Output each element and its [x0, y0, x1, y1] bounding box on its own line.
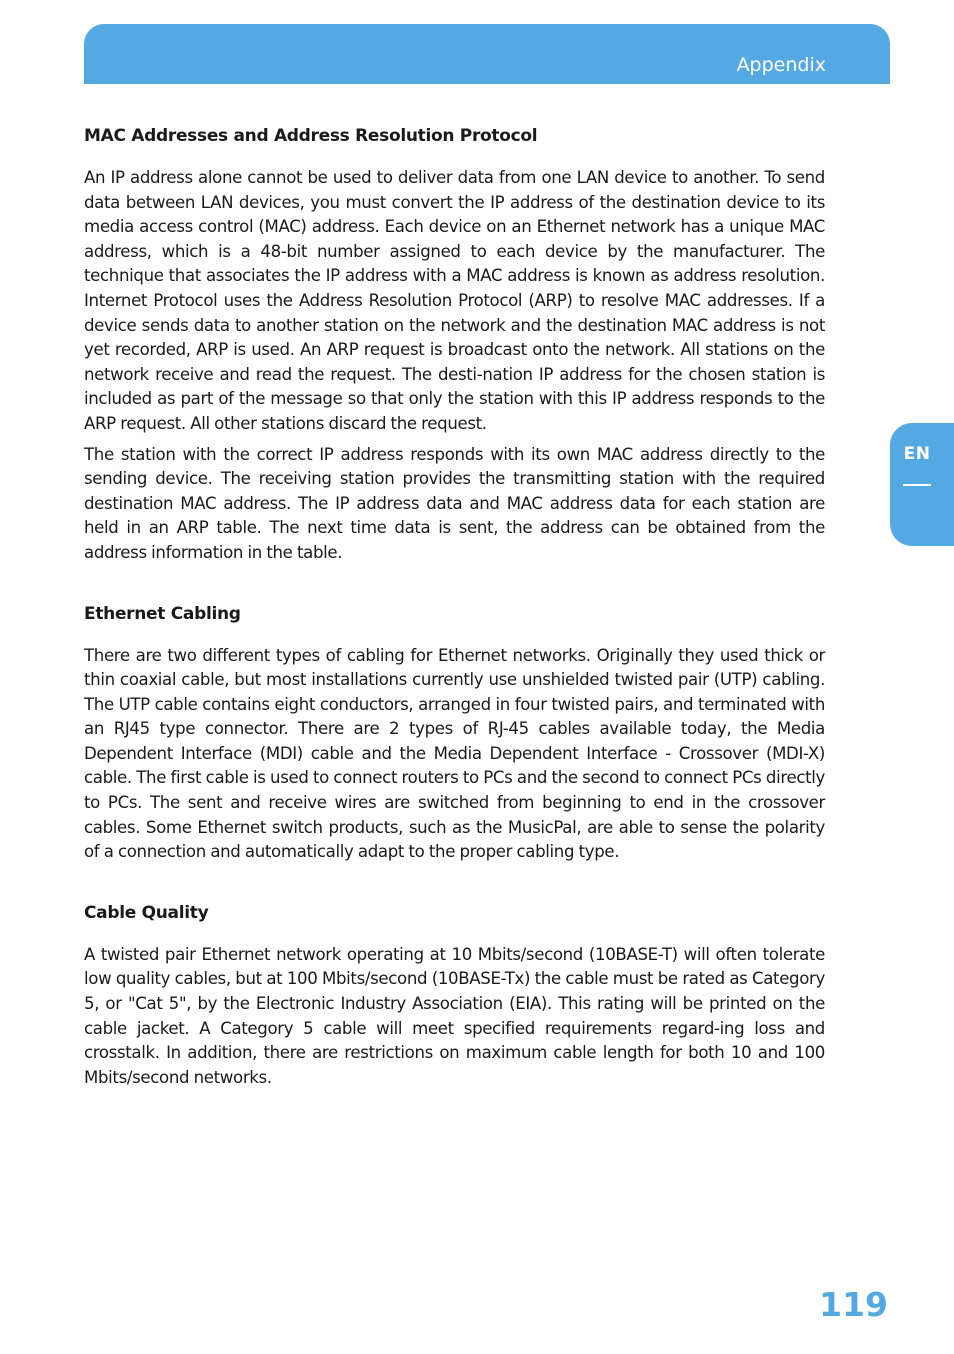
section-cable-quality: [84, 901, 825, 1091]
paragraph: An IP address alone cannot be used to deliver data from one LAN device to another. To send data between LAN devices, you must convert the IP address of the destination device to its media access control (MAC) address. Each device on an Ethernet network has a unique MAC address, which is a 48-bit number assigned to each device by the manufacturer. The technique that associates the IP address with a MAC address is known as address resolution. Internet Protocol uses the Address Resolution Protocol (ARP) to resolve MAC addresses. If a device sends data to another station on the network and the destination MAC address is not yet recorded, ARP is used. An ARP request is broadcast onto the network. All stations on the network receive and read the request. The desti-nation IP address for the chosen station is included as part of the message so that only the station with this IP address responds to the ARP request. All other stations discard the request.: [84, 168, 825, 433]
section-heading: Ethernet Cabling: [84, 603, 241, 624]
page-content: [84, 124, 825, 1126]
header-bar: [84, 24, 890, 84]
paragraph: There are two different types of cabling for Ethernet networks. Originally they used thick or thin coaxial cable, but most installations currently use unshielded twisted pair (UTP) cabling. The UTP cable contains eight conductors, arranged in four twisted pairs, and terminated with an RJ45 type connector. There are 2 types of RJ-45 cables available today, the Media Dependent Interface (MDI) cable and the Media Dependent Interface - Crossover (MDI-X) cable. The first cable is used to connect routers to PCs and the second to connect PCs directly to PCs. The sent and receive wires are switched from beginning to end in the crossover cables. Some Ethernet switch products, such as the MusicPal, are able to sense the polarity of a connection and automatically adapt to the proper cabling type.: [84, 645, 825, 862]
section-heading: Cable Quality: [84, 902, 209, 923]
section-heading: MAC Addresses and Address Resolution Protocol: [84, 126, 538, 146]
section-ethernet-cabling: [84, 602, 825, 865]
language-tab-underline: [903, 484, 931, 486]
language-tab-label: EN: [903, 444, 931, 464]
section-mac-addresses: [84, 124, 825, 566]
paragraph: The station with the correct IP address responds with its own MAC address directly to the sending device. The receiving station provides the transmitting station with the required destination MAC address. The IP address data and MAC address data for each station are held in an ARP table. The next time data is sent, the address can be obtained from the address information in the table.: [84, 444, 825, 562]
header-title: Appendix: [736, 54, 826, 76]
page-number: 119: [819, 1285, 888, 1324]
paragraph: A twisted pair Ethernet network operating at 10 Mbits/second (10BASE-T) will often tolerate low quality cables, but at 100 Mbits/second (10BASE-Tx) the cable must be rated as Category 5, or "Cat 5", by the Electronic Industry Association (EIA). This rating will be printed on the cable jacket. A Category 5 cable will meet specified requirements regard-ing loss and crosstalk. In addition, there are restrictions on maximum cable length for both 10 and 100 Mbits/second networks.: [84, 944, 825, 1087]
